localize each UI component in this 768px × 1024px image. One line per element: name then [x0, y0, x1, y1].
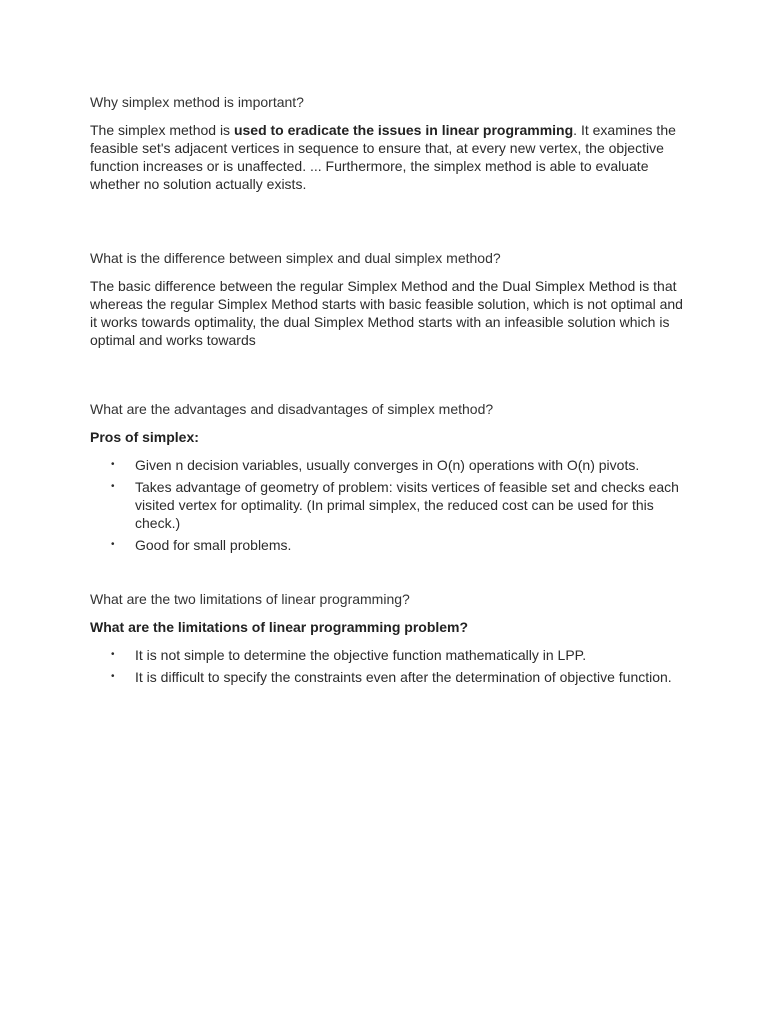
list-item: [90, 668, 690, 686]
list-item: [90, 456, 690, 474]
answer-bold-phrase: used to eradicate the issues in linear programming: [233, 122, 574, 138]
list-item: [90, 478, 690, 532]
pros-list: [90, 456, 690, 554]
list-item: [90, 646, 690, 664]
question-advantages: What are the advantages and disadvantages of simplex method?: [90, 401, 494, 417]
answer-text-rest: . It examines the feasible set's adjacent vertices in sequence to ensure that, at every new vertex, the objective function increases or is unaffected. ... Furthermore, the simplex method is able to evaluate whether no solution actually exists.: [90, 122, 676, 192]
answer-simplex-vs-dual: The basic difference between the regular Simplex Method and the Dual Simplex Method is that whereas the regular Simplex Method starts with basic feasible solution, which is not optimal and it works towards optimality, the dual Simplex Method starts with an infeasible solution which is optimal and works towards: [90, 278, 683, 348]
bullet-icon: •: [111, 671, 115, 682]
bullet-icon: •: [111, 649, 115, 660]
document-page: [90, 93, 690, 686]
bullet-icon: •: [111, 459, 115, 470]
list-item-text: Given n decision variables, usually converges in O(n) operations with O(n) pivots.: [135, 457, 640, 473]
question-simplex-importance: Why simplex method is important?: [90, 94, 304, 110]
list-item-text: Takes advantage of geometry of problem: visits vertices of feasible set and checks each visited vertex for optimality. (In primal simplex, the reduced cost can be used for this check.): [135, 479, 679, 531]
bullet-icon: •: [111, 481, 115, 492]
list-item-text: It is difficult to specify the constraints even after the determination of objective function.: [135, 669, 672, 685]
list-item-text: Good for small problems.: [135, 537, 292, 553]
question-limitations: What are the two limitations of linear programming?: [90, 591, 410, 607]
list-item: [90, 536, 690, 554]
heading-pros-of-simplex: Pros of simplex:: [90, 429, 199, 445]
bullet-icon: •: [111, 539, 115, 550]
answer-simplex-importance: [90, 121, 690, 193]
question-simplex-vs-dual: What is the difference between simplex and dual simplex method?: [90, 250, 501, 266]
limitations-list: [90, 646, 690, 686]
answer-text-start: The simplex method is: [90, 122, 234, 138]
heading-limitations: What are the limitations of linear programming problem?: [90, 619, 469, 635]
list-item-text: It is not simple to determine the objective function mathematically in LPP.: [135, 647, 587, 663]
